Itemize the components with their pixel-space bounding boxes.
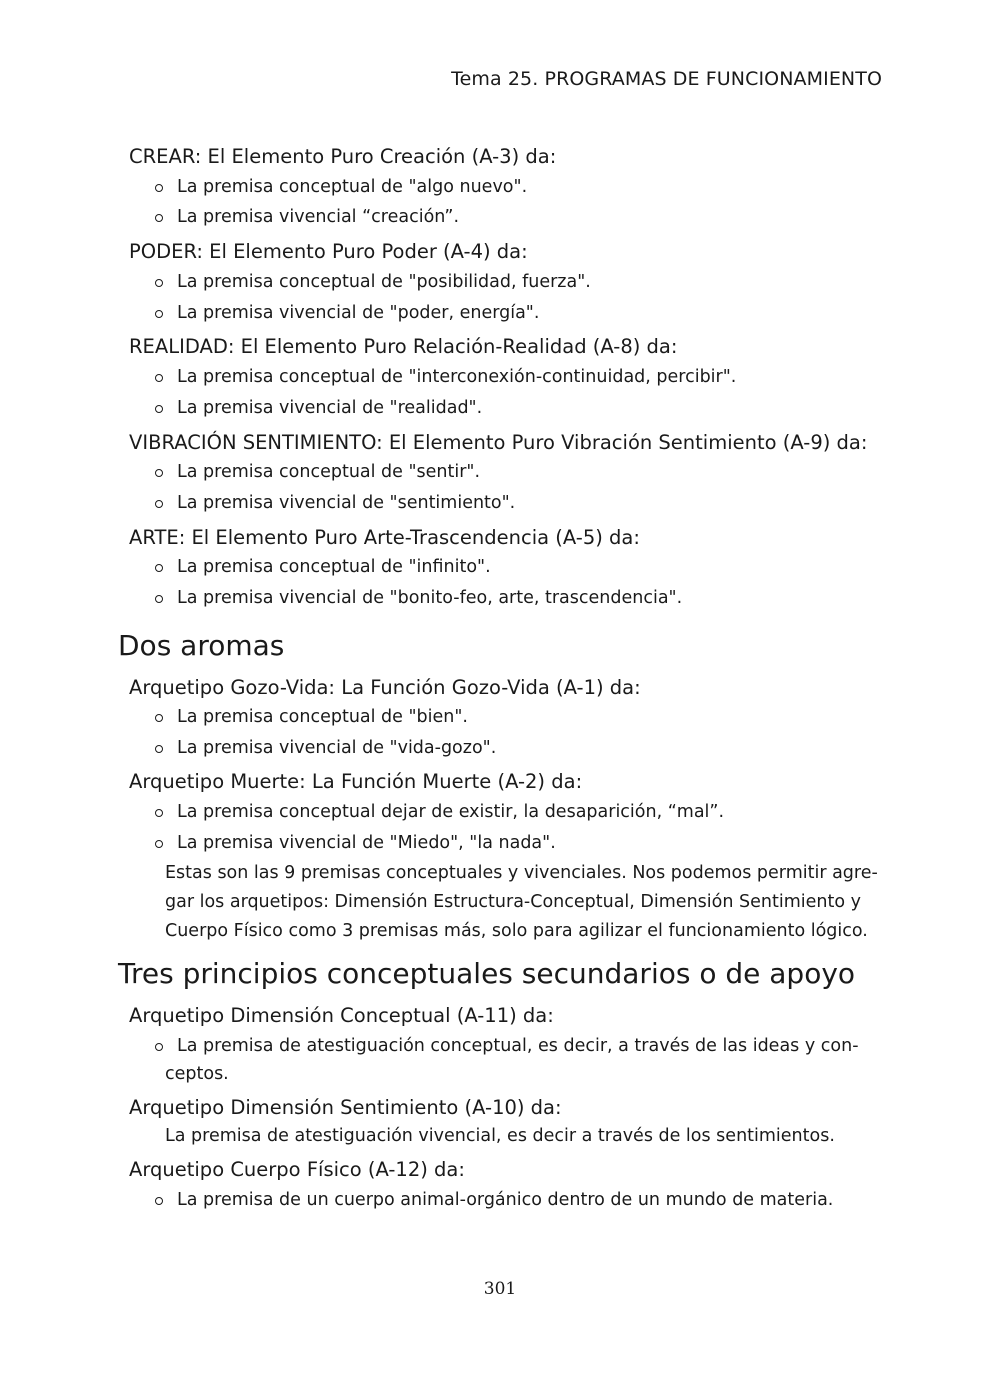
document-page: Tema 25. PROGRAMAS DE FUNCIONAMIENTO CREAR: El Elemento Puro Creación (A-3) da: La premisa conceptual de "algo nuevo". La premisa vivencial “creación”. PODER: El Elemento Puro Poder (A-4) da: La premisa conceptual de "posibilidad, fuerza". La premisa vivencial de "poder, energía". REALIDAD: El Elemento Puro Relación-Realidad (A-8) da: La premisa conceptual de "interconexión-continuidad, percibir". La premisa vivencial de "realidad". VIBRACIÓN SENTIMIENTO: El Elemento Puro Vibración Sentimiento (A-9) da: La premisa conceptual de "sentir". La premisa vivencial de "sentimiento". ARTE: El Elemento Puro Arte-Trascendencia (A-5) da: La premisa conceptual de "infinito". La premisa vivencial de "bonito-feo, arte, trascendencia". Dos aromas Arquetipo Gozo-Vida: La Función Gozo-Vida (A-1) da: La premisa conceptual de "bien". La premisa vivencial de "vida-gozo". Arquetipo Muerte: La Función Muerte (A-2) da: La premisa conceptual dejar de existir, la desaparición, “mal”. La premisa vivencial de "Miedo", "la nada". Estas son las 9 premisas conceptuales y vivenciales. Nos podemos permitir agre- gar los arquetipos: Dimensión Estructura-Conceptual, Dimensión Sentimiento y Cuerpo Físico como 3 premisas más, solo para agilizar el funcionamiento lógico. Tres principios conceptuales secundarios o de apoyo Arquetipo Dimensión Conceptual (A-11) da: La premisa de atestiguación conceptual, es decir, a través de las ideas y con- ceptos. Arquetipo Dimensión Sentimiento (A-10) da: La premisa de atestiguación vivencial, es decir a través de los sentimientos. Arquetipo Cuerpo Físico (A-12) da: La premisa de un cuerpo animal-orgánico dentro de un mundo de materia. 301	[0, 0, 1000, 1382]
bullet-icon	[155, 310, 163, 318]
entry-title-arte: ARTE: El Elemento Puro Arte-Trascendencia (A-5) da:	[129, 526, 640, 549]
bullet-icon	[155, 500, 163, 508]
entry-title-crear: CREAR: El Elemento Puro Creación (A-3) da:	[129, 145, 557, 168]
bullet-icon	[155, 469, 163, 477]
entry-title-realidad: REALIDAD: El Elemento Puro Relación-Realidad (A-8) da:	[129, 335, 678, 358]
running-head: Tema 25. PROGRAMAS DE FUNCIONAMIENTO	[451, 68, 882, 90]
bullet-icon	[155, 564, 163, 572]
bullet-icon	[155, 595, 163, 603]
body-paragraph	[165, 859, 885, 946]
bullet-icon	[155, 374, 163, 382]
paragraph-line: Estas son las 9 premisas conceptuales y vivenciales. Nos podemos permitir agre-	[165, 863, 878, 883]
entry-title-gozo-vida: Arquetipo Gozo-Vida: La Función Gozo-Vida (A-1) da:	[129, 676, 641, 699]
paragraph-line: gar los arquetipos: Dimensión Estructura-Conceptual, Dimensión Sentimiento y	[165, 892, 861, 912]
entry-title-poder: PODER: El Elemento Puro Poder (A-4) da:	[129, 240, 528, 263]
list-item-continuation: ceptos.	[165, 1064, 229, 1084]
paragraph-line: Cuerpo Físico como 3 premisas más, solo para agilizar el funcionamiento lógico.	[165, 921, 868, 941]
bullet-icon	[155, 184, 163, 192]
bullet-icon	[155, 714, 163, 722]
bullet-icon	[155, 1197, 163, 1205]
entry-title-vibracion: VIBRACIÓN SENTIMIENTO: El Elemento Puro Vibración Sentimiento (A-9) da:	[129, 431, 868, 454]
entry-title-muerte: Arquetipo Muerte: La Función Muerte (A-2) da:	[129, 770, 583, 793]
bullet-icon	[155, 840, 163, 848]
bullet-icon	[155, 1043, 163, 1051]
bullet-icon	[155, 214, 163, 222]
page-number: 301	[483, 1279, 517, 1299]
bullet-icon	[155, 809, 163, 817]
section-heading-dos-aromas: Dos aromas	[118, 629, 285, 662]
section-heading-tres-principios: Tres principios conceptuales secundarios o de apoyo	[118, 957, 856, 990]
bullet-icon	[155, 405, 163, 413]
entry-text: La premisa de atestiguación vivencial, es decir a través de los sentimientos.	[165, 1126, 835, 1146]
bullet-icon	[155, 745, 163, 753]
bullet-icon	[155, 279, 163, 287]
entry-title-dimension-conceptual: Arquetipo Dimensión Conceptual (A-11) da:	[129, 1004, 554, 1027]
entry-title-dimension-sentimiento: Arquetipo Dimensión Sentimiento (A-10) da:	[129, 1096, 562, 1119]
entry-title-cuerpo-fisico: Arquetipo Cuerpo Físico (A-12) da:	[129, 1158, 465, 1181]
